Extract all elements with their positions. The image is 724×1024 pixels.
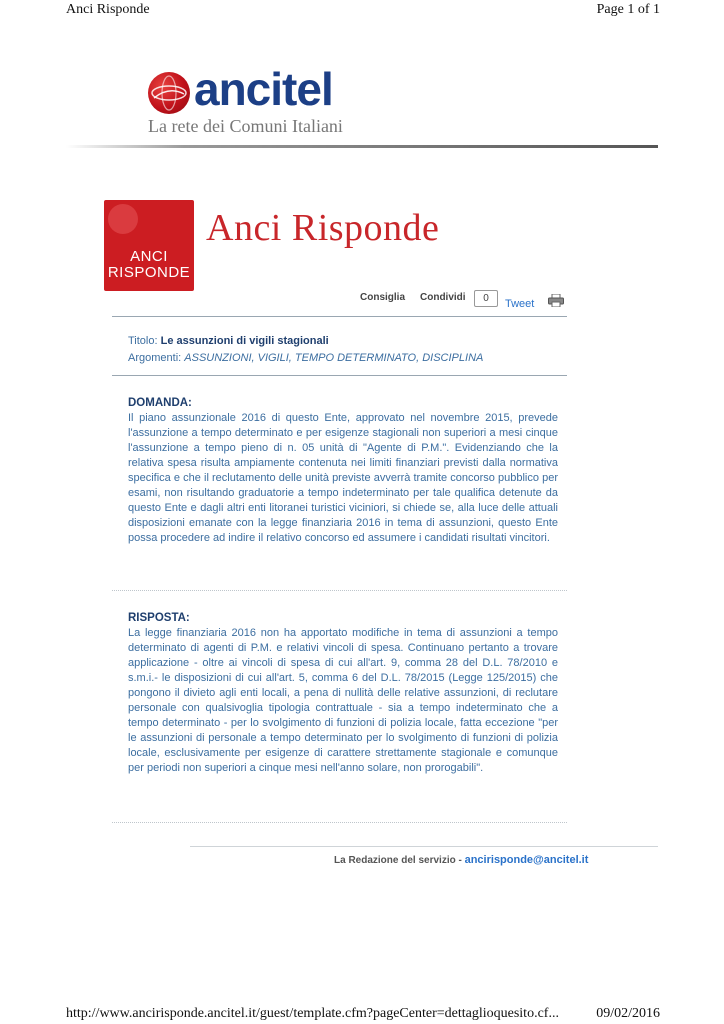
header-divider	[66, 145, 658, 148]
printer-icon[interactable]	[548, 294, 564, 306]
page-title: Anci Risponde	[206, 207, 440, 249]
tweet-button[interactable]: Tweet	[505, 298, 535, 310]
redazione-line	[334, 854, 588, 866]
logo-wordmark: ancitel	[194, 63, 333, 115]
risposta-text: La legge finanziaria 2016 non ha apportato modifiche in tema di assunzioni a tempo determinato di agenti di P.M. e relativi vincoli di spesa. Continuano pertanto a trovare applicazione - oltre ai vincoli di spesa di cui all'art. 9, comma 28 del D.L. 78/2010 e s.m.i.- le disposizioni di cui all'art. 5, comma 6 del D.L. 78/2015 (Legge 125/2015) che pongono il divieto agli enti locali, a pena di nullità delle relative assunzioni, di reclutare personale con qualsivoglia tipologia contrattuale - sia a tempo indeterminato che a tempo determinato - per lo svolgimento di funzioni di polizia locale, fatta eccezione "per le assunzioni di personale a tempo determinato per lo svolgimento di funzioni di polizia locale, esclusivamente per esigenze di carattere strettamente stagionale e comunque per periodi non superiori a cinque mesi nell'anno solare, non prorogabili".	[128, 627, 558, 774]
print-header-title: Anci Risponde	[66, 2, 150, 17]
domanda-text: Il piano assunzionale 2016 di questo Ente, approvato nel novembre 2015, prevede l'assunzione a tempo determinato e per esigenze stagionali non superiori a mesi cinque l'assunzione a tempo pieno di n. 05 unità di "Agente di P.M.". Evidenziando che la relativa spesa risulta ampiamente contenuta nei limiti finanziari previsti dalla normativa specifica e che il reclutamento delle unità previste avverrà tramite concorso pubblico per esami, non risultando graduatorie a tempo indeterminato per tale qualifica detenute da questo Ente e dagli altri enti litoranei turistici viciniori, si chiede se, alla luce delle attuali disposizioni emanate con la legge finanziaria 2016 in tema di assunzioni, questo Ente possa procedere ad indire il relativo concorso ed assumere i candidati risultati vincitori.	[128, 412, 558, 544]
badge-line1: ANCI	[130, 248, 168, 265]
divider	[112, 375, 567, 376]
globe-icon	[148, 72, 190, 114]
badge-line2: RISPONDE	[107, 264, 191, 281]
consiglia-button[interactable]: Consiglia	[360, 292, 406, 303]
title-label: Titolo:	[128, 335, 158, 347]
risposta-section	[128, 611, 558, 776]
print-footer-date: 09/02/2016	[596, 1006, 660, 1021]
anci-risponde-badge	[104, 200, 194, 291]
risposta-heading: RISPOSTA:	[128, 612, 190, 624]
share-count: 0	[474, 290, 498, 307]
condividi-button[interactable]: Condividi	[420, 292, 466, 303]
logo-tagline: La rete dei Comuni Italiani	[148, 116, 343, 136]
divider	[112, 590, 567, 591]
print-footer	[0, 1004, 724, 1024]
print-header-page: Page 1 of 1	[596, 2, 660, 17]
print-header	[0, 0, 724, 24]
ancitel-logo[interactable]	[148, 63, 368, 140]
arguments-value: ASSUNZIONI, VIGILI, TEMPO DETERMINATO, DISCIPLINA	[184, 352, 484, 364]
domanda-section	[128, 396, 558, 546]
print-footer-url: http://www.ancirisponde.ancitel.it/guest/template.cfm?pageCenter=dettaglioquesito.cf...	[66, 1006, 559, 1021]
redazione-label: La Redazione del servizio -	[334, 855, 462, 866]
meta-arguments-row	[128, 350, 483, 367]
divider	[112, 316, 567, 317]
badge-emblem-icon	[108, 204, 138, 234]
redazione-email-link[interactable]: ancirisponde@ancitel.it	[464, 854, 589, 866]
question-meta	[128, 333, 483, 367]
title-value: Le assunzioni di vigili stagionali	[160, 335, 329, 347]
divider	[112, 822, 567, 823]
meta-title-row	[128, 333, 483, 350]
arguments-label: Argomenti:	[128, 352, 182, 364]
footer-divider	[190, 846, 658, 847]
domanda-heading: DOMANDA:	[128, 397, 192, 409]
